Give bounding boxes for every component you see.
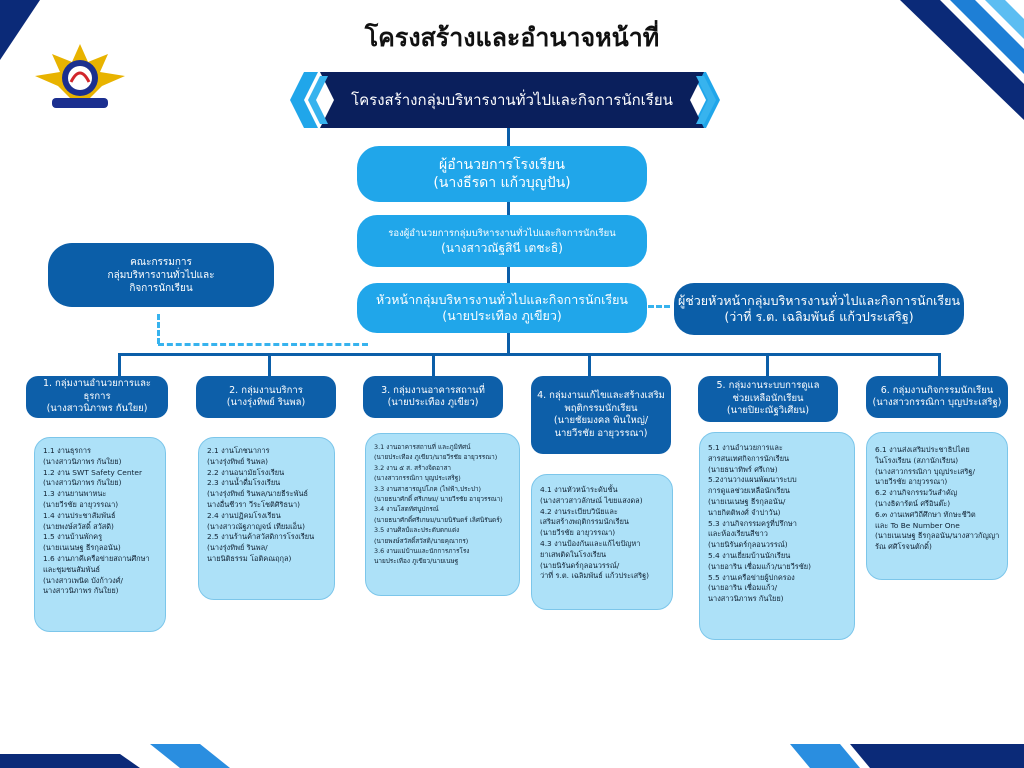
dashed-committee-vertical — [157, 314, 160, 344]
detail-item: (นางรุ่งทิพย์ รินพล) — [207, 456, 269, 466]
dashed-committee-link — [158, 343, 368, 346]
structure-banner — [290, 72, 734, 128]
committee-line-2: กลุ่มบริหารงานทั่วไปและ — [107, 269, 215, 281]
detail-item: 6.๓ งานเพศวิถีศึกษา ทักษะชีวิต — [875, 509, 976, 519]
detail-item: 1.6 งานภาคีเครือข่ายสถานศึกษา — [43, 553, 150, 563]
director-title: ผู้อำนวยการโรงเรียน — [439, 157, 565, 173]
connector-group-4 — [588, 353, 591, 377]
detail-item: และ To Be Number One — [875, 520, 960, 530]
group-4-title-2: พฤติกรรมนักเรียน — [564, 402, 638, 414]
detail-item: (นายเนเนษฐ ธีรกุลอนัน) — [43, 543, 121, 553]
detail-item: (นายนิรันดร์กุลอนวรรณ์/ — [540, 560, 620, 570]
detail-item: (นายนิรันดร์กุลอนวรรณ์) — [708, 540, 788, 550]
detail-item: (นายอาริน เชื่อมแก้ว/ — [708, 583, 778, 593]
detail-item: 4.1 งานหัวหน้าระดับชั้น — [540, 485, 618, 494]
group-5-title-2: ช่วยเหลือนักเรียน — [732, 392, 804, 404]
banner-title: โครงสร้างกลุ่มบริหารงานทั่วไปและกิจการนักเรียน — [351, 91, 673, 109]
deputy-title: รองผู้อำนวยการกลุ่มบริหารงานทั่วไปและกิจการนักเรียน — [388, 227, 616, 239]
detail-item: 5.3 งานกิจกรรมครูที่ปรึกษา — [708, 518, 797, 528]
corner-stripes-top-right — [880, 0, 1024, 120]
connector-group-1 — [118, 353, 121, 377]
group-6-head: (นางสาวกรรณิกา บุญประเสริฐ) — [872, 397, 1002, 408]
connector-group-6 — [938, 353, 941, 377]
detail-item: สารสนเทศกิจการนักเรียน — [708, 453, 790, 463]
group-4-title: 4. กลุ่มงานแก้ไขและสร้างเสริม — [537, 390, 665, 401]
connector-group-3 — [432, 353, 435, 377]
detail-item: (นายพงษ์สวัสดิ์ สวัสดิ) — [43, 521, 114, 531]
group-2-details — [198, 437, 335, 600]
detail-item: นางสาวนิภาพร กันใยย) — [708, 594, 784, 604]
detail-item: 2.1 งานโภชนาการ — [207, 446, 270, 455]
detail-item: 3.2 งาน ๕ ส. สร้างจิตอาสา — [374, 463, 451, 472]
deputy-box — [357, 215, 647, 267]
detail-item: 1.5 งานบ้านพักครู — [43, 532, 103, 542]
detail-item: นายประเทือง ภูเขียว/นายเนษฐ — [374, 557, 459, 566]
assistant-box — [674, 283, 964, 335]
detail-item: การดูแลช่วยเหลือนักเรียน — [708, 486, 790, 496]
group-1-head: (นางสาวนิภาพร กันใยย) — [46, 403, 148, 415]
group-4-details — [531, 474, 673, 610]
detail-item: (นางสาวเพนิด บังก้าวงศ์/ — [43, 575, 123, 585]
deputy-name: (นางสาวณัฐสินี เตชะธิ) — [441, 240, 563, 255]
detail-item: (นายประเทือง ภูเขียว/นายวีรชัย อายุวรรณา) — [374, 453, 498, 462]
detail-item: เสริมสร้างพฤติกรรมนักเรียน — [540, 517, 629, 527]
detail-item: 2.4 งานปฏิคมโรงเรียน — [207, 510, 281, 520]
group-4-box — [531, 376, 671, 454]
head-name: (นายประเทือง ภูเขียว) — [442, 308, 562, 323]
detail-item: (นางสาวกรรณิกา บุญประเสริฐ) — [374, 474, 461, 483]
group-5-head: (นายปิยะณัฐวิเศียน) — [726, 405, 810, 417]
detail-item: 1.1 งานธุรการ — [43, 446, 91, 455]
detail-item: ว่าที่ ร.ต. เฉลิมพันธ์ แก้วประเสริฐ) — [540, 571, 650, 581]
group-5-box — [698, 376, 838, 422]
detail-item: 5.1 งานอำนวยการและ — [708, 443, 783, 452]
assistant-name: (ว่าที่ ร.ต. เฉลิมพันธ์ แก้วประเสริฐ) — [724, 309, 914, 324]
group-3-head: (นายประเทือง ภูเขียว) — [387, 397, 479, 408]
group-5-details — [699, 432, 855, 640]
detail-item: (นางธิดารัตน์ ศรีอินต๊ะ) — [875, 498, 951, 508]
detail-item: นางอื่นชีวรา วีระโชติศิริธนา) — [207, 499, 301, 509]
detail-item: นางสาวนิภาพร กันใยย) — [43, 586, 119, 596]
detail-item: (นายธนาศักดิ์ศรีเกษม/นายนิรันดร์ เลิศนิรันดร์) — [374, 515, 503, 524]
committee-box — [48, 243, 274, 307]
detail-item: (นายธนาทิพร์ ศรีเกษ) — [708, 464, 778, 474]
detail-item: 5.5 งานเครือข่ายผู้ปกครอง — [708, 572, 795, 582]
connector-group-2 — [268, 353, 271, 377]
detail-item: 5.4 งานเยี่ยมบ้านนักเรียน — [708, 550, 791, 560]
detail-item: ในโรงเรียน (สภานักเรียน) — [875, 455, 959, 465]
group-3-box — [363, 376, 503, 418]
detail-item: 3.1 งานอาคารสถานที่ และภูมิทัศน์ — [374, 443, 471, 451]
detail-item: (นางสาวณัฐภาญจน์ เทียมเอ็น) — [207, 521, 305, 531]
committee-line-1: คณะกรรมการ — [130, 256, 192, 268]
group-6-title: 6. กลุ่มงานกิจกรรมนักเรียน — [880, 384, 994, 396]
detail-item: (นางรุ่งทิพย์ รินพล/ — [207, 543, 268, 553]
detail-item: 3.3 งานสาธารณูปโภค (ไฟฟ้า,ประปา) — [374, 484, 482, 493]
group-1-title: 1. กลุ่มงานอำนวยการและธุรการ — [42, 378, 152, 402]
detail-item: และห้องเรียนสีขาว — [708, 529, 768, 539]
detail-item: (นายเนเนษฐ ธีรกุลอนัน/นางสาวกัญญา — [875, 531, 1000, 541]
group-6-box — [866, 376, 1008, 418]
group-4-head: (นายชัยมงคล พินใหญ่/ — [553, 415, 649, 426]
page-title: โครงสร้างและอำนาจหน้าที่ — [364, 23, 660, 52]
detail-item: นายวีรชัย อายุวรรณา) — [875, 477, 948, 487]
detail-item: (นางสาวนิภาพร กันใยย) — [43, 456, 122, 466]
detail-item: 1.4 งานประชาสัมพันธ์ — [43, 510, 116, 520]
detail-item: (นายวีรชัย อายุวรรณา) — [540, 528, 616, 538]
group-2-box — [196, 376, 336, 418]
corner-stripes-bottom — [0, 744, 1024, 768]
connector-group-5 — [766, 353, 769, 377]
dashed-assistant-link — [648, 305, 670, 308]
committee-line-3: กิจการนักเรียน — [129, 282, 193, 294]
head-title: หัวหน้ากลุ่มบริหารงานทั่วไปและกิจการนักเรียน — [376, 292, 628, 307]
detail-item: 3.5 งานศิลป์และประดับตกแต่ง — [374, 526, 460, 535]
detail-item: ยาเสพติดในโรงเรียน — [540, 549, 607, 559]
group-4-head-2: นายวีรชัย อายุวรรณา) — [554, 427, 648, 439]
detail-item: 4.3 งานป้องกันและแก้ไขปัญหา — [540, 538, 641, 548]
group-5-title: 5. กลุ่มงานระบบการดูแล — [716, 380, 820, 392]
connector-horizontal-bar — [118, 353, 941, 356]
logo-emblem-icon — [30, 42, 130, 112]
detail-item: (นายเนเนษฐ ธีรกุลอนัน/ — [708, 496, 786, 506]
detail-item: 4.2 งานระเบียบวินัยและ — [540, 506, 618, 516]
group-2-title: 2. กลุ่มงานบริการ — [229, 384, 303, 396]
detail-item: (นางรุ่งทิพย์ รินพล/นายธีระพันธ์ — [207, 489, 309, 499]
group-6-details — [866, 432, 1008, 580]
detail-item: 2.2 งานอนามัยโรงเรียน — [207, 467, 285, 477]
detail-item: และชุมชนสัมพันธ์ — [43, 564, 101, 574]
detail-item: นายนิติธรรม โอติคณฤกุล) — [207, 553, 292, 563]
detail-item: 6.1 งานส่งเสริมประชาธิปไตย — [875, 445, 970, 454]
detail-item: 2.3 งานน้ำดื่มโรงเรียน — [207, 478, 281, 488]
detail-item: (นายวีรชัย อายุวรรณา) — [43, 499, 119, 509]
detail-item: 1.3 งานยานพาหนะ — [43, 489, 107, 499]
detail-item: 5.2งานวางแผนพัฒนาระบบ — [708, 475, 797, 485]
group-3-title: 3. กลุ่มงานอาคารสถานที่ — [381, 384, 485, 396]
school-logo — [30, 42, 130, 112]
detail-item: นายกิตติพงศ์ จำปาวัน) — [708, 507, 781, 517]
group-1-box — [26, 376, 168, 418]
detail-item: (นายอาริน เชื่อมแก้ว/นายวีรชัย) — [708, 561, 811, 571]
detail-item: (นายธนาศักดิ์ ศรีเกษม/ นายวีรชัย อายุวรรณา) — [374, 495, 503, 504]
head-box — [357, 283, 647, 333]
group-1-details — [34, 437, 166, 632]
detail-item: (นายพงษ์สวัสดิ์สวัสดิ/นายคุณากร) — [374, 536, 469, 545]
group-2-head: (นางรุ่งทิพย์ รินพล) — [226, 397, 306, 408]
detail-item: 2.5 งานร้านค้าสวัสดิการโรงเรียน — [207, 532, 315, 542]
director-box — [357, 146, 647, 202]
detail-item: รัณ ศศิโรจนตักดิ์) — [875, 542, 932, 552]
detail-item: (นางสาวกรรณิกา บุญประเสริฐ/ — [875, 466, 975, 476]
director-name: (นางธีรดา แก้วบุญปัน) — [433, 175, 571, 191]
detail-item: (นางสาวนิภาพร กันใยย) — [43, 478, 122, 488]
detail-item: 3.4 งานโสตทัศนูปกรณ์ — [374, 505, 439, 514]
assistant-title: ผู้ช่วยหัวหน้ากลุ่มบริหารงานทั่วไปและกิจการนักเรียน — [677, 293, 961, 308]
group-3-details — [365, 433, 520, 596]
detail-item: 1.2 งาน SWT Safety Center — [43, 467, 142, 477]
detail-item: (นางสาวสาวลักษณ์ ไขยแสงดล) — [540, 495, 643, 505]
detail-item: 6.2 งานกิจกรรมวันสำคัญ — [875, 488, 958, 498]
detail-item: 3.6 งานแม่บ้านและนักการภารโรง — [374, 547, 470, 556]
